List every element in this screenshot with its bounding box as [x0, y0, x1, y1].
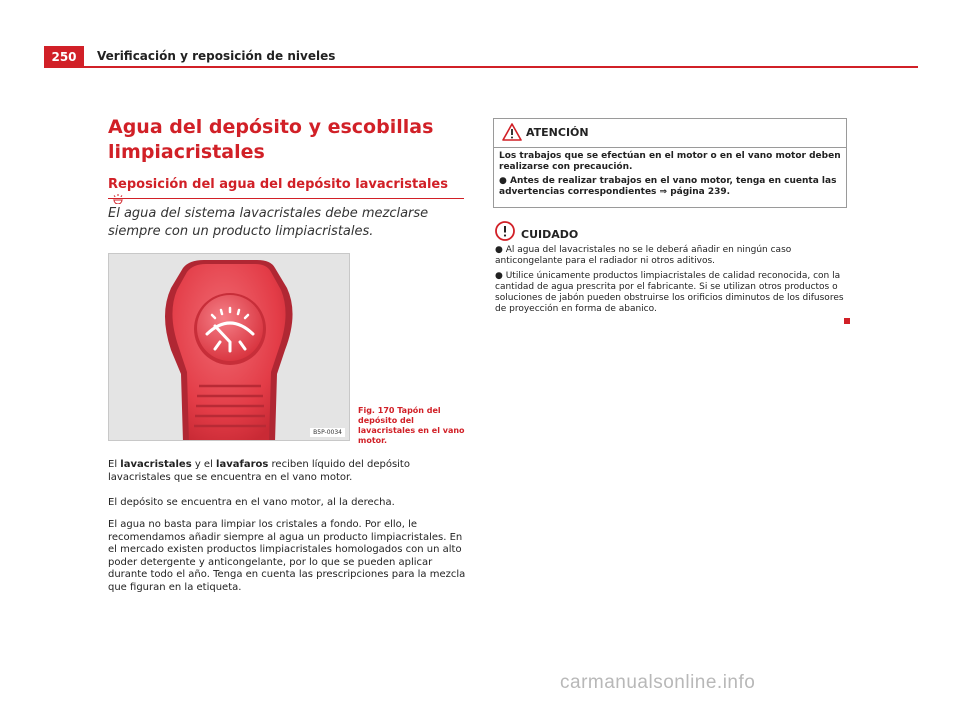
warning-header	[494, 119, 846, 148]
text-run: reciben líquido del depósito lavacristales que se encuentra en el vano motor.	[108, 459, 410, 483]
body-paragraph-1	[108, 459, 468, 484]
warning-box	[493, 118, 847, 208]
figure-code: B5P-0034	[310, 428, 345, 437]
body-paragraph-2: El depósito se encuentra en el vano motor, al la derecha.	[108, 497, 395, 508]
text-run: y el	[191, 459, 217, 470]
watermark: carmanualsonline.info	[560, 672, 756, 693]
figure-170	[108, 253, 350, 441]
figure-caption: Fig. 170 Tapón del depósito del lavacristales en el vano motor.	[358, 406, 465, 445]
running-header: Verificación y reposición de niveles	[97, 49, 336, 63]
section-subtitle	[108, 177, 468, 207]
caution-icon	[495, 221, 515, 241]
warning-title: ATENCIÓN	[526, 126, 589, 139]
caution-list	[495, 245, 849, 319]
lead-paragraph: El agua del sistema lavacristales debe mezclarse siempre con un producto limpiacristales.	[108, 206, 429, 239]
page-number: 250	[44, 46, 84, 68]
caution-item: ● Al agua del lavacristales no se le deberá añadir en ningún caso anticongelante para el radiador ni otros aditivos.	[495, 245, 792, 266]
term-lavacristales: lavacristales	[120, 459, 192, 470]
warning-body	[494, 148, 846, 204]
section-title: Agua del depósito y escobillas limpiacristales	[108, 116, 434, 163]
caution-item: ● Utilice únicamente productos limpiacristales de calidad reconocida, con la cantidad de agua prescrita por el fabricante. Si se utilizan otros productos o soluciones de jabón pueden obstruirse los orificios diminutos de los difusores de proyección en forma de abanico.	[495, 271, 844, 314]
text-run: El	[108, 459, 121, 470]
warning-text-1: Los trabajos que se efectúan en el motor o en el vano motor deben realizarse con precaución.	[499, 151, 841, 172]
warning-text-2: ● Antes de realizar trabajos en el vano motor, tenga en cuenta las advertencias correspondientes ⇒ página 239.	[499, 176, 837, 197]
subtitle-rule	[108, 198, 464, 199]
section-subtitle-text: Reposición del agua del depósito lavacristales	[108, 177, 448, 192]
body-paragraph-3: El agua no basta para limpiar los cristales a fondo. Por ello, le recomendamos añadir siempre al agua un producto limpiacristales. En el mercado existen productos limpiacristales homologados con un alto poder detergente y anticongelante, por lo que se pueden aplicar durante todo el año. Tenga en cuenta las prescripciones para la mezcla que figuran en la etiqueta.	[108, 519, 466, 593]
caution-title: CUIDADO	[521, 228, 579, 241]
section-end-mark	[844, 318, 850, 324]
header-rule	[84, 66, 918, 68]
term-lavafaros: lavafaros	[216, 459, 269, 470]
warning-triangle-icon	[502, 123, 522, 141]
washer-cap-illustration	[109, 254, 350, 441]
